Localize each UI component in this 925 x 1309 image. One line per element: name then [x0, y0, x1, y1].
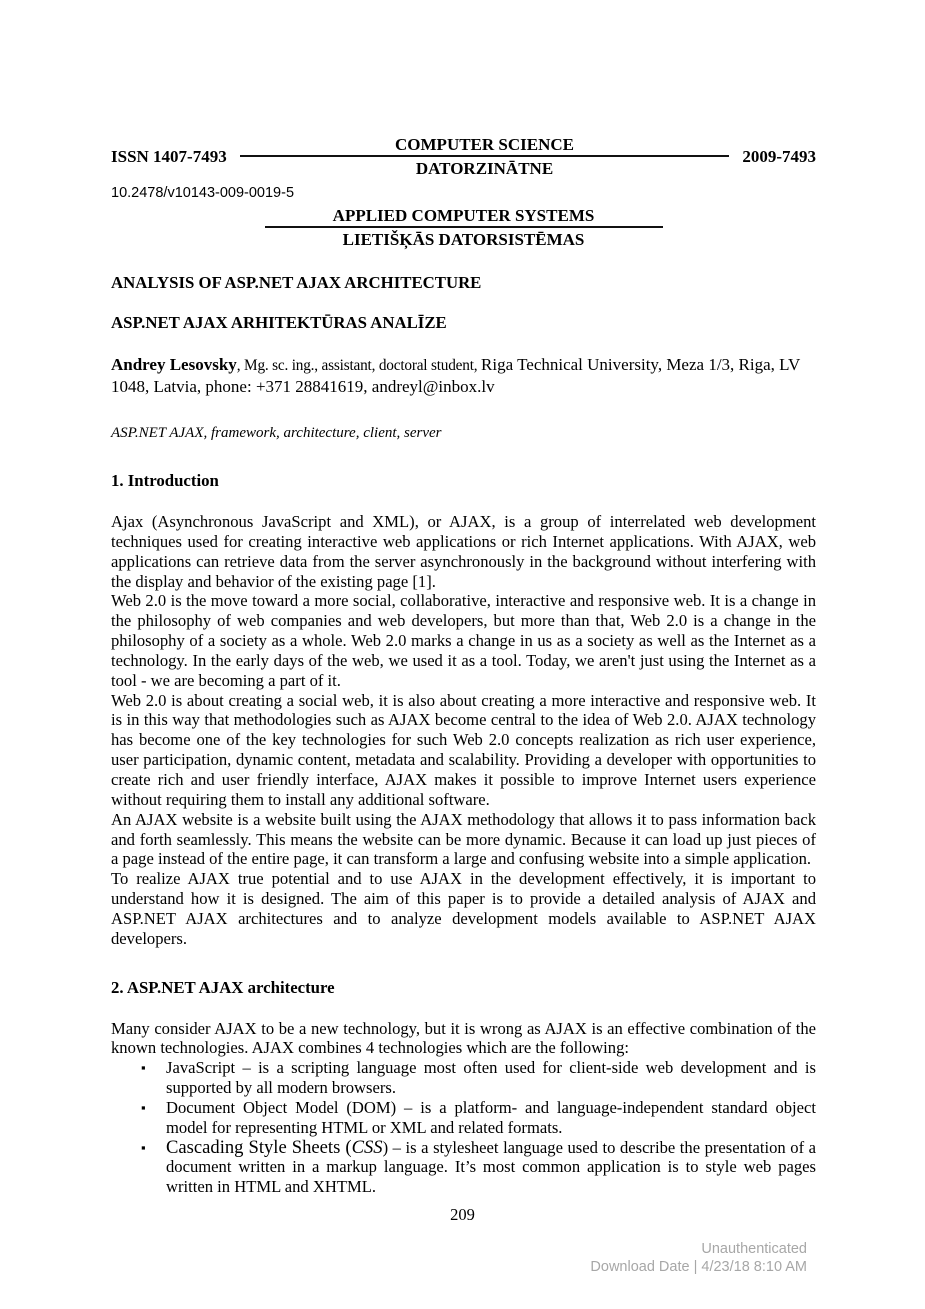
technology-list [111, 1058, 816, 1197]
issn-label: ISSN 1407-7493 [111, 147, 227, 166]
series-title-en: APPLIED COMPUTER SYSTEMS [332, 206, 595, 225]
list-item-css [111, 1138, 816, 1198]
intro-paragraph-3: Web 2.0 is about creating a social web, it is also about creating a more interactive and responsive web. It is in this way that methodologies such as AJAX become central to the idea of Web 2.0. AJAX technology has become one of the key technologies for such Web 2.0 concepts realization as rich user experience, user participation, dynamic content, metadata and scalability. Providing a developer with opportunities to create rich and user friendly interface, AJAX makes it possible to improve Internet users experience without requiring them to install any additional software. [111, 690, 816, 809]
section-1-heading: 1. Introduction [111, 471, 219, 490]
bullet-square-icon: ▪ [141, 1099, 146, 1115]
list-item-emphasis: CSS [351, 1136, 383, 1158]
intro-paragraph-2: Web 2.0 is the move toward a more social, collaborative, interactive and responsive web. It is a change in the philosophy of web companies and web developers, but more than that, Web 2.0 is a change in the philosophy of a society as a whole. Web 2.0 marks a change in us as a society as well as the Internet as a technology. In the early days of the web, we used it as a tool. Today, we aren't just using the Internet as a tool - we are becoming a part of it. [111, 591, 816, 690]
author-details: , Mg. sc. ing., assistant, doctoral student, [236, 357, 482, 374]
keywords-line: ASP.NET AJAX, framework, architecture, client, server [111, 425, 442, 441]
journal-title-en: COMPUTER SCIENCE [395, 135, 575, 154]
article-title-lv: ASP.NET AJAX ARHITEKTŪRAS ANALĪZE [111, 313, 447, 332]
author-affiliation: Riga Technical University, Meza 1/3, Riga, LV 1048, Latvia, phone: +371 28841619, andreyl@inbox.lv [111, 355, 800, 396]
doi-label: 10.2478/v10143-009-0019-5 [111, 185, 295, 201]
intro-paragraph-1: Ajax (Asynchronous JavaScript and XML), or AJAX, is a group of interrelated web development techniques used for creating interactive web applications or rich Internet applications. With AJAX, web applications can retrieve data from the server asynchronously in the background without interfering with the display and behavior of the existing page [1]. [111, 512, 816, 591]
article-title-en: ANALYSIS OF ASP.NET AJAX ARCHITECTURE [111, 273, 482, 292]
journal-header-row [111, 135, 816, 178]
architecture-paragraph-1: Many consider AJAX to be a new technology, but it is wrong as AJAX is an effective combination of the known technologies. AJAX combines 4 technologies which are the following: [111, 1018, 816, 1058]
intro-paragraph-4: An AJAX website is a website built using the AJAX methodology that allows it to pass information back and forth seamlessly. This means the website can be more dynamic. Because it can load up just pieces of a page instead of the entire page, it can transform a large and confusing website into a simple application. [111, 809, 816, 869]
list-item-lead: Cascading Style Sheets ( [166, 1136, 352, 1158]
bullet-square-icon: ▪ [141, 1060, 146, 1076]
section-2-heading: 2. ASP.NET AJAX architecture [111, 977, 335, 997]
list-item-dom [111, 1098, 816, 1138]
series-title-block [265, 206, 663, 249]
journal-title-block [240, 135, 730, 178]
download-stamp [590, 1241, 807, 1276]
section-1-body [111, 512, 816, 949]
journal-title-lv: DATORZINĀTNE [415, 159, 554, 178]
list-item-text: Document Object Model (DOM) – is a platform- and language-independent standard object model for representing HTML or XML and related formats. [166, 1097, 816, 1137]
stamp-unauthenticated: Unauthenticated [701, 1241, 807, 1257]
section-2-body [111, 1019, 816, 1198]
journal-header [111, 135, 816, 249]
author-line [111, 354, 816, 397]
series-divider-line [265, 226, 663, 228]
year-label: 2009-7493 [742, 147, 816, 166]
author-name: Andrey Lesovsky [111, 355, 237, 374]
series-title-lv: LIETIŠĶĀS DATORSISTĒMAS [342, 230, 585, 249]
list-item-text: JavaScript – is a scripting language most often used for client-side web development and is supported by all modern browsers. [166, 1058, 816, 1098]
stamp-download-date: Download Date | 4/23/18 8:10 AM [590, 1258, 807, 1275]
bullet-square-icon: ▪ [141, 1139, 146, 1155]
list-item-text: ) – is a stylesheet language used to describe the presentation of a document written in a markup language. It’s most common application is to style web pages written in HTML and XHTML. [166, 1137, 817, 1197]
page-number: 209 [450, 1205, 475, 1224]
section-introduction [111, 471, 816, 949]
list-item-javascript [111, 1058, 816, 1098]
intro-paragraph-5: To realize AJAX true potential and to use AJAX in the development effectively, it is important to understand how it is designed. The aim of this paper is to provide a detailed analysis of AJAX and ASP.NET AJAX architectures and to analyze development models available to ASP.NET AJAX developers. [111, 869, 816, 948]
header-divider-line [240, 155, 730, 157]
section-architecture [111, 978, 816, 1198]
